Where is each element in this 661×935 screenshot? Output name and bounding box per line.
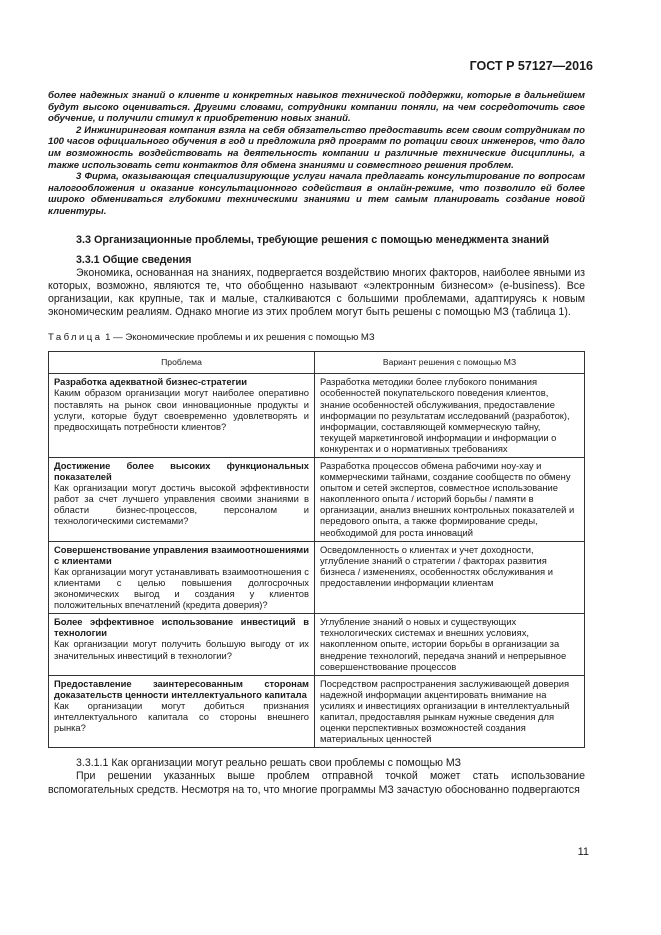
problem-cell bbox=[49, 374, 315, 458]
problem-cell bbox=[49, 458, 315, 542]
intro-paragraph: 2 Инжиниринговая компания взяла на себя обязательство предоставить всем своим сотрудникам по 100 часов официального обучения в год и предложила ряд программ по ротации своих инженеров, что дало им возможность воздействовать на деятельность компании и различные технические дисциплины, а также использовать сети контактов для обмена знаниями и совместного решения проблем. bbox=[48, 124, 585, 171]
section-heading: 3.3 Организационные проблемы, требующие решения с помощью менеджмента знаний bbox=[76, 233, 550, 246]
table-caption-prefix: Таблица bbox=[48, 332, 103, 344]
section-paragraph: Экономика, основанная на знаниях, подвергается воздействию многих факторов, наиболее явными из которых, возможно, являются те, что обобщенно называют «электронным бизнесом» (e-business). Все организации, как крупные, так и малые, сталкиваются с большими проблемами, адаптируясь к новым экономическим реалиям. Однако многие из этих проблем могут быть решены с помощью МЗ (таблица 1). bbox=[48, 266, 585, 319]
problem-question: Как организации могут достичь высокой эффективности работ за счет лучшего управления своими знаниями в области бизнес-процессов, персоналом и технологическими системами? bbox=[54, 482, 309, 527]
table-caption-text: 1 — Экономические проблемы и их решения с помощью МЗ bbox=[102, 332, 375, 344]
table-caption bbox=[48, 332, 585, 343]
problem-title: Достижение более высоких функциональных показателей bbox=[54, 460, 309, 483]
problem-title: Предоставление заинтересованным сторонам доказательств ценности интеллектуального капитала bbox=[54, 677, 309, 700]
section-body bbox=[48, 267, 585, 320]
problem-question: Как организации могут добиться признания интеллектуального капитала со стороны внешнего рынка? bbox=[54, 699, 309, 734]
problem-cell bbox=[49, 614, 315, 675]
after-table-text bbox=[48, 757, 585, 797]
solution-cell: Разработка методики более глубокого понимания особенностей покупательского поведения клиентов, знание особенностей обслуживания, предоставление информации по результатам исследований (разработок), информации, составляющей коммерческую тайну, текущей маркетинговой информации и информации о конкурентах и о нормативных требованиях bbox=[315, 374, 585, 458]
closing-paragraph: При решении указанных выше проблем отправной точкой может стать использование вспомогательных средств. Несмотря на то, что многие программы МЗ зачастую обоснованно подвергаются bbox=[48, 770, 585, 796]
intro-examples bbox=[48, 90, 585, 218]
table-row bbox=[49, 541, 585, 614]
document-id: ГОСТ Р 57127—2016 bbox=[469, 59, 593, 73]
subsection-heading: 3.3.1 Общие сведения bbox=[76, 253, 192, 266]
problem-question: Каким образом организации могут наиболее оперативно поставлять на рынок свои инновационные продукты и услуги, которые будут своевременно удовлетворять и предвосхищать потребности клиентов? bbox=[54, 387, 309, 432]
table-row bbox=[49, 374, 585, 458]
problem-title: Совершенствование управления взаимоотношениями с клиентами bbox=[54, 543, 309, 566]
subsubsection-heading: 3.3.1.1 Как организации могут реально решать свои проблемы с помощью МЗ bbox=[76, 757, 462, 770]
solution-cell: Углубление знаний о новых и существующих технологических системах и внешних условиях, накопленном опыте, истории борьбы в организации за внедрение технологий, передача знаний и непрерывное совершенствование процессов bbox=[315, 614, 585, 675]
problem-question: Как организации могут устанавливать взаимоотношения с клиентами с целью повышения долгосрочных экономических выгод и создания у клиентов положительных впечатлений (кредита доверия)? bbox=[54, 565, 309, 611]
problems-table bbox=[48, 351, 585, 748]
solution-cell: Осведомленность о клиентах и учет доходности, углубление знаний о стратегии / факторах развития бизнеса / изменениях, особенностях обслуживания и предоставлении информации клиентам bbox=[315, 541, 585, 614]
header-solution: Вариант решения с помощью МЗ bbox=[315, 352, 585, 374]
header-problem: Проблема bbox=[49, 352, 315, 374]
problem-cell bbox=[49, 675, 315, 748]
problem-cell bbox=[49, 541, 315, 614]
problem-question: Как организации могут получить большую выгоду от их значительных инвестиций в технологии? bbox=[54, 638, 309, 661]
problem-title: Разработка адекватной бизнес-стратегии bbox=[54, 376, 248, 388]
table-row bbox=[49, 614, 585, 675]
solution-cell: Разработка процессов обмена рабочими ноу-хау и коммерческими тайнами, создание сообществ по обмену опытом и сетей экспертов, совместное использование накопленного опыта / историй борьбы / памяти в организации, анализ внешних контрольных показателей и передового опыта, а также формирование среды, необходимой для роста инноваций bbox=[315, 458, 585, 542]
intro-paragraph: 3 Фирма, оказывающая специализирующие услуги начала предлагать консультирование по вопросам налогообложения и оказание консультационного содействия в онлайн-режиме, что позволило ей более широко обмениваться глубокими техническими знаниями и тем самым планировать создание новой клиентуры. bbox=[48, 171, 585, 217]
page-number: 11 bbox=[577, 846, 589, 858]
intro-paragraph: более надежных знаний о клиенте и конкретных навыков технической поддержки, которые в дальнейшем будут высоко оцениваться. Другими словами, сотрудники компании поняли, на чем сосредоточить свое обучение, и получили стимул к приобретению новых знаний. bbox=[48, 90, 585, 125]
table-row bbox=[49, 675, 585, 748]
page-content bbox=[48, 90, 585, 797]
problem-title: Более эффективное использование инвестиций в технологии bbox=[54, 616, 309, 639]
table-row bbox=[49, 458, 585, 542]
table-header-row bbox=[49, 352, 585, 374]
solution-cell: Посредством распространения заслуживающей доверия надежной информации акцентировать внимание на усилиях и инвестициях организации в интеллектуальный капитал, предоставляя рынкам нужные сведения для оценки перспективных возможностей создания материальных ценностей bbox=[315, 675, 585, 748]
